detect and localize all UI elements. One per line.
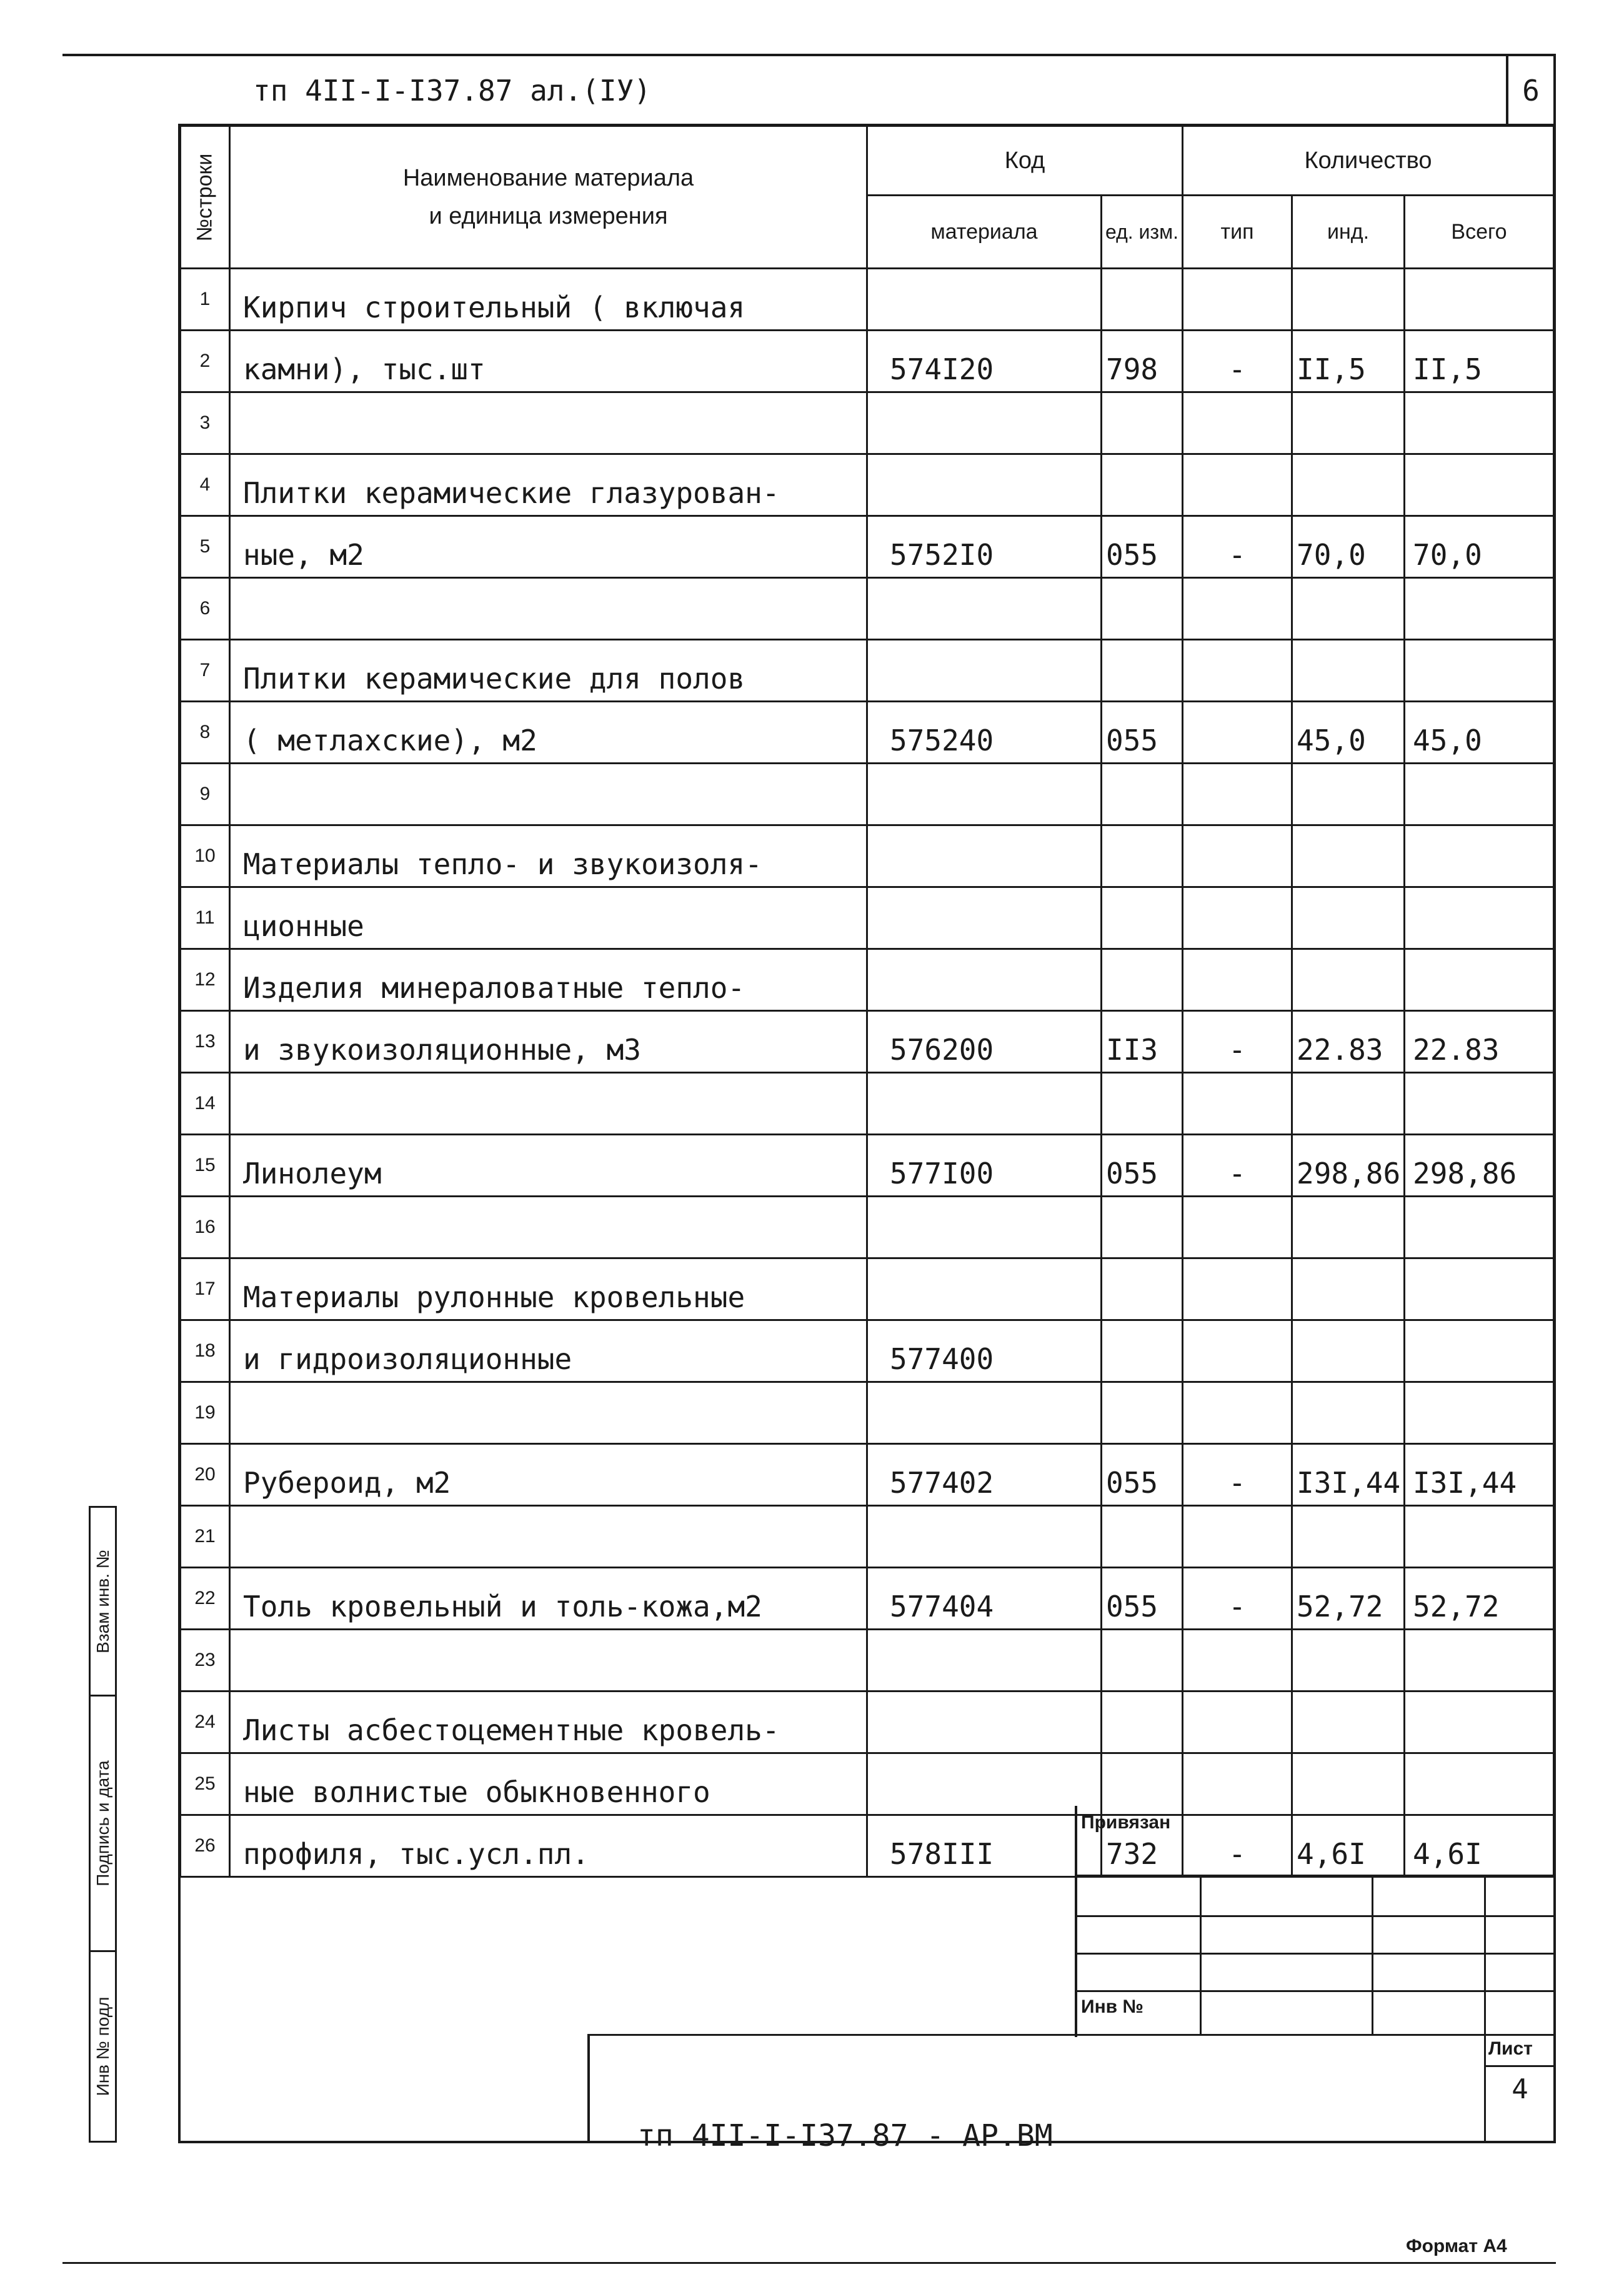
row-number-cell: 6 xyxy=(180,578,230,640)
unit-code-cell xyxy=(1102,1197,1183,1258)
unit-code-cell xyxy=(1102,578,1183,640)
qty-type-cell: - xyxy=(1183,331,1292,392)
material-name-cell: Листы асбестоцементные кровель- xyxy=(230,1692,867,1753)
header-code-group: Код xyxy=(867,126,1183,196)
qty-ind-cell xyxy=(1292,764,1405,825)
qty-type-cell: - xyxy=(1183,1135,1292,1197)
table-row xyxy=(180,825,1555,887)
attached-label: Привязан xyxy=(1081,1812,1171,1833)
qty-total-cell xyxy=(1405,1320,1555,1382)
qty-ind-cell xyxy=(1292,454,1405,516)
qty-total-cell xyxy=(1405,392,1555,454)
qty-type-cell xyxy=(1183,1258,1292,1320)
material-code-cell xyxy=(867,454,1102,516)
qty-total-cell xyxy=(1405,640,1555,702)
qty-type-cell: - xyxy=(1183,1011,1292,1073)
table-row xyxy=(180,1258,1555,1320)
unit-code-cell: 055 xyxy=(1102,1444,1183,1506)
unit-code-cell: 732 xyxy=(1102,1815,1183,1877)
qty-type-cell xyxy=(1183,1753,1292,1815)
material-code-cell: 576200 xyxy=(867,1011,1102,1073)
material-code-cell xyxy=(867,887,1102,949)
unit-code-cell xyxy=(1102,1506,1183,1568)
material-name-cell xyxy=(230,578,867,640)
material-code-cell: 577I00 xyxy=(867,1135,1102,1197)
material-name-cell: ционные xyxy=(230,887,867,949)
row-number-cell: 3 xyxy=(180,392,230,454)
document-title: тп 4II-I-I37.87 ал.(IУ) xyxy=(253,74,651,107)
row-number-cell: 11 xyxy=(180,887,230,949)
table-row xyxy=(180,1753,1555,1815)
qty-type-cell xyxy=(1183,1506,1292,1568)
table-row xyxy=(180,392,1555,454)
unit-code-cell xyxy=(1102,949,1183,1011)
qty-total-cell xyxy=(1405,764,1555,825)
unit-code-cell xyxy=(1102,1692,1183,1753)
qty-total-cell xyxy=(1405,1692,1555,1753)
material-name-cell: камни), тыс.шт xyxy=(230,331,867,392)
qty-type-cell xyxy=(1183,887,1292,949)
unit-code-cell: II3 xyxy=(1102,1011,1183,1073)
row-number-cell: 23 xyxy=(180,1630,230,1692)
attached-grid-v2 xyxy=(1372,1875,1373,2034)
material-code-cell xyxy=(867,1197,1102,1258)
qty-type-cell xyxy=(1183,825,1292,887)
material-code-cell: 5752I0 xyxy=(867,516,1102,578)
titleblock-left xyxy=(587,2034,590,2143)
qty-type-cell: - xyxy=(1183,1568,1292,1630)
qty-type-cell xyxy=(1183,578,1292,640)
table-row xyxy=(180,764,1555,825)
qty-type-cell xyxy=(1183,1197,1292,1258)
qty-ind-cell xyxy=(1292,578,1405,640)
table-row xyxy=(180,516,1555,578)
table-row xyxy=(180,640,1555,702)
material-code-cell: 577402 xyxy=(867,1444,1102,1506)
material-name-cell: Плитки керамические для полов xyxy=(230,640,867,702)
qty-total-cell: 70,0 xyxy=(1405,516,1555,578)
material-name-cell: профиля, тыс.усл.пл. xyxy=(230,1815,867,1877)
material-name-cell xyxy=(230,1197,867,1258)
row-number-cell: 10 xyxy=(180,825,230,887)
qty-ind-cell: 52,72 xyxy=(1292,1568,1405,1630)
material-name-cell: ные, м2 xyxy=(230,516,867,578)
qty-ind-cell xyxy=(1292,1753,1405,1815)
header-code-unit: ед. изм. xyxy=(1102,196,1183,269)
page-bottom-line xyxy=(62,2262,1556,2264)
material-name-cell: ( метлахские), м2 xyxy=(230,702,867,764)
material-name-cell xyxy=(230,392,867,454)
header-qty-total: Всего xyxy=(1405,196,1555,269)
unit-code-cell xyxy=(1102,269,1183,331)
material-name-cell: и звукоизоляционные, м3 xyxy=(230,1011,867,1073)
attached-grid-h5 xyxy=(587,2034,1556,2036)
row-number-cell: 18 xyxy=(180,1320,230,1382)
row-number-cell: 25 xyxy=(180,1753,230,1815)
qty-ind-cell xyxy=(1292,1197,1405,1258)
unit-code-cell: 055 xyxy=(1102,702,1183,764)
qty-total-cell xyxy=(1405,1753,1555,1815)
qty-total-cell: I3I,44 xyxy=(1405,1444,1555,1506)
row-number-cell: 13 xyxy=(180,1011,230,1073)
material-code-cell xyxy=(867,640,1102,702)
qty-total-cell xyxy=(1405,1197,1555,1258)
material-name-cell: Материалы тепло- и звукоизоля- xyxy=(230,825,867,887)
header-qty-type: тип xyxy=(1183,196,1292,269)
unit-code-cell xyxy=(1102,1753,1183,1815)
row-number-cell: 2 xyxy=(180,331,230,392)
unit-code-cell: 055 xyxy=(1102,1568,1183,1630)
qty-total-cell xyxy=(1405,1506,1555,1568)
qty-total-cell xyxy=(1405,1630,1555,1692)
qty-total-cell xyxy=(1405,949,1555,1011)
qty-ind-cell: 4,6I xyxy=(1292,1815,1405,1877)
row-number-cell: 7 xyxy=(180,640,230,702)
table-row xyxy=(180,949,1555,1011)
row-number-cell: 4 xyxy=(180,454,230,516)
qty-total-cell: 52,72 xyxy=(1405,1568,1555,1630)
unit-code-cell xyxy=(1102,392,1183,454)
material-name-cell xyxy=(230,1506,867,1568)
header-material-name: Наименование материала и единица измерения xyxy=(230,126,867,269)
qty-ind-cell xyxy=(1292,1258,1405,1320)
sheet-number: 6 xyxy=(1522,74,1540,107)
table-row xyxy=(180,578,1555,640)
qty-ind-cell: 22.83 xyxy=(1292,1011,1405,1073)
row-number-cell: 20 xyxy=(180,1444,230,1506)
qty-type-cell xyxy=(1183,949,1292,1011)
qty-type-cell xyxy=(1183,1630,1292,1692)
qty-ind-cell xyxy=(1292,269,1405,331)
table-row xyxy=(180,1197,1555,1258)
header-quantity-group: Количество xyxy=(1183,126,1555,196)
table-row xyxy=(180,1815,1555,1877)
qty-total-cell: 298,86 xyxy=(1405,1135,1555,1197)
material-name-cell: Линолеум xyxy=(230,1135,867,1197)
qty-total-cell xyxy=(1405,578,1555,640)
material-code-cell: 575240 xyxy=(867,702,1102,764)
format-label: Формат А4 xyxy=(1406,2236,1507,2256)
row-number-cell: 14 xyxy=(180,1073,230,1135)
table-row xyxy=(180,1444,1555,1506)
qty-total-cell xyxy=(1405,825,1555,887)
qty-type-cell xyxy=(1183,702,1292,764)
qty-type-cell xyxy=(1183,640,1292,702)
table-row xyxy=(180,1506,1555,1568)
qty-ind-cell xyxy=(1292,392,1405,454)
qty-ind-cell xyxy=(1292,640,1405,702)
unit-code-cell xyxy=(1102,1382,1183,1444)
row-number-cell: 16 xyxy=(180,1197,230,1258)
row-number-cell: 17 xyxy=(180,1258,230,1320)
qty-total-cell: 22.83 xyxy=(1405,1011,1555,1073)
qty-ind-cell xyxy=(1292,825,1405,887)
qty-ind-cell xyxy=(1292,1506,1405,1568)
qty-type-cell xyxy=(1183,1382,1292,1444)
header-row-number: №строки xyxy=(180,126,230,269)
unit-code-cell: 055 xyxy=(1102,516,1183,578)
material-name-cell xyxy=(230,764,867,825)
qty-total-cell xyxy=(1405,454,1555,516)
qty-type-cell xyxy=(1183,454,1292,516)
material-code-cell xyxy=(867,1753,1102,1815)
material-name-cell xyxy=(230,1382,867,1444)
table-row xyxy=(180,1320,1555,1382)
material-code-cell xyxy=(867,1258,1102,1320)
row-number-cell: 12 xyxy=(180,949,230,1011)
qty-total-cell: II,5 xyxy=(1405,331,1555,392)
attached-grid-v3 xyxy=(1484,1875,1486,2034)
qty-type-cell xyxy=(1183,1692,1292,1753)
materials-table xyxy=(178,125,1556,1878)
unit-code-cell xyxy=(1102,1320,1183,1382)
qty-total-cell xyxy=(1405,1073,1555,1135)
table-row xyxy=(180,1135,1555,1197)
qty-type-cell: - xyxy=(1183,1815,1292,1877)
unit-code-cell xyxy=(1102,825,1183,887)
side-inv-podl: Инв № подл xyxy=(89,1950,117,2143)
unit-code-cell: 798 xyxy=(1102,331,1183,392)
qty-total-cell xyxy=(1405,887,1555,949)
table-row xyxy=(180,1630,1555,1692)
titleblock-sheet-divider xyxy=(1484,2065,1556,2067)
qty-type-cell: - xyxy=(1183,1444,1292,1506)
material-name-cell xyxy=(230,1073,867,1135)
qty-type-cell xyxy=(1183,392,1292,454)
unit-code-cell xyxy=(1102,454,1183,516)
material-code-cell: 577400 xyxy=(867,1320,1102,1382)
unit-code-cell xyxy=(1102,887,1183,949)
qty-ind-cell xyxy=(1292,1692,1405,1753)
material-code-cell xyxy=(867,1073,1102,1135)
qty-type-cell: - xyxy=(1183,516,1292,578)
qty-ind-cell xyxy=(1292,949,1405,1011)
qty-ind-cell: II,5 xyxy=(1292,331,1405,392)
qty-ind-cell xyxy=(1292,887,1405,949)
material-code-cell xyxy=(867,825,1102,887)
unit-code-cell xyxy=(1102,1258,1183,1320)
table-row xyxy=(180,1011,1555,1073)
qty-type-cell xyxy=(1183,269,1292,331)
row-number-cell: 8 xyxy=(180,702,230,764)
unit-code-cell xyxy=(1102,1073,1183,1135)
header-qty-ind: инд. xyxy=(1292,196,1405,269)
material-name-cell: Рубероид, м2 xyxy=(230,1444,867,1506)
side-signature-date: Подпись и дата xyxy=(89,1695,117,1952)
sheet-value: 4 xyxy=(1512,2073,1528,2105)
table-row xyxy=(180,702,1555,764)
qty-total-cell xyxy=(1405,269,1555,331)
qty-type-cell xyxy=(1183,764,1292,825)
side-vzam-inv: Взам инв. № xyxy=(89,1506,117,1697)
material-code-cell xyxy=(867,1506,1102,1568)
material-code-cell xyxy=(867,1692,1102,1753)
material-name-cell: Толь кровельный и толь-кожа,м2 xyxy=(230,1568,867,1630)
qty-total-cell xyxy=(1405,1258,1555,1320)
row-number-cell: 21 xyxy=(180,1506,230,1568)
document-code: тп 4II-I-I37.87 - АР.ВМ xyxy=(637,2118,1053,2153)
qty-type-cell xyxy=(1183,1073,1292,1135)
material-name-cell: Изделия минераловатные тепло- xyxy=(230,949,867,1011)
material-name-cell: Плитки керамические глазурован- xyxy=(230,454,867,516)
row-number-cell: 1 xyxy=(180,269,230,331)
qty-ind-cell: 298,86 xyxy=(1292,1135,1405,1197)
qty-ind-cell xyxy=(1292,1320,1405,1382)
qty-ind-cell xyxy=(1292,1073,1405,1135)
table-row xyxy=(180,1382,1555,1444)
row-number-cell: 22 xyxy=(180,1568,230,1630)
attached-grid-v1 xyxy=(1200,1875,1202,2034)
header-code-material: материала xyxy=(867,196,1102,269)
material-code-cell xyxy=(867,1382,1102,1444)
stamp-left-frame xyxy=(178,1806,181,2143)
row-number-cell: 26 xyxy=(180,1815,230,1877)
row-number-cell: 24 xyxy=(180,1692,230,1753)
qty-type-cell xyxy=(1183,1320,1292,1382)
table-row xyxy=(180,1568,1555,1630)
material-code-cell xyxy=(867,392,1102,454)
material-name-cell: Материалы рулонные кровельные xyxy=(230,1258,867,1320)
table-row xyxy=(180,331,1555,392)
qty-ind-cell xyxy=(1292,1630,1405,1692)
top-frame-line xyxy=(62,54,1556,56)
table-row xyxy=(180,1692,1555,1753)
material-name-cell: Кирпич строительный ( включая xyxy=(230,269,867,331)
qty-ind-cell: 70,0 xyxy=(1292,516,1405,578)
unit-code-cell xyxy=(1102,1630,1183,1692)
table-row xyxy=(180,269,1555,331)
material-code-cell xyxy=(867,269,1102,331)
row-number-cell: 15 xyxy=(180,1135,230,1197)
row-number-cell: 5 xyxy=(180,516,230,578)
qty-ind-cell: 45,0 xyxy=(1292,702,1405,764)
material-code-cell: 578III xyxy=(867,1815,1102,1877)
material-code-cell xyxy=(867,578,1102,640)
material-code-cell: 574I20 xyxy=(867,331,1102,392)
material-code-cell xyxy=(867,949,1102,1011)
unit-code-cell xyxy=(1102,640,1183,702)
qty-total-cell: 4,6I xyxy=(1405,1815,1555,1877)
material-name-cell xyxy=(230,1630,867,1692)
row-number-cell: 9 xyxy=(180,764,230,825)
attached-grid-left xyxy=(1075,1806,1077,2037)
qty-ind-cell: I3I,44 xyxy=(1292,1444,1405,1506)
sheet-label: Лист xyxy=(1488,2038,1533,2059)
inv-no-label: Инв № xyxy=(1081,1996,1143,2017)
table-row xyxy=(180,454,1555,516)
material-name-cell: и гидроизоляционные xyxy=(230,1320,867,1382)
material-code-cell: 577404 xyxy=(867,1568,1102,1630)
row-number-cell: 19 xyxy=(180,1382,230,1444)
qty-total-cell xyxy=(1405,1382,1555,1444)
qty-ind-cell xyxy=(1292,1382,1405,1444)
unit-code-cell: 055 xyxy=(1102,1135,1183,1197)
material-code-cell xyxy=(867,1630,1102,1692)
material-code-cell xyxy=(867,764,1102,825)
table-row xyxy=(180,887,1555,949)
unit-code-cell xyxy=(1102,764,1183,825)
qty-total-cell: 45,0 xyxy=(1405,702,1555,764)
table-row xyxy=(180,1073,1555,1135)
material-name-cell: ные волнистые обыкновенного xyxy=(230,1753,867,1815)
